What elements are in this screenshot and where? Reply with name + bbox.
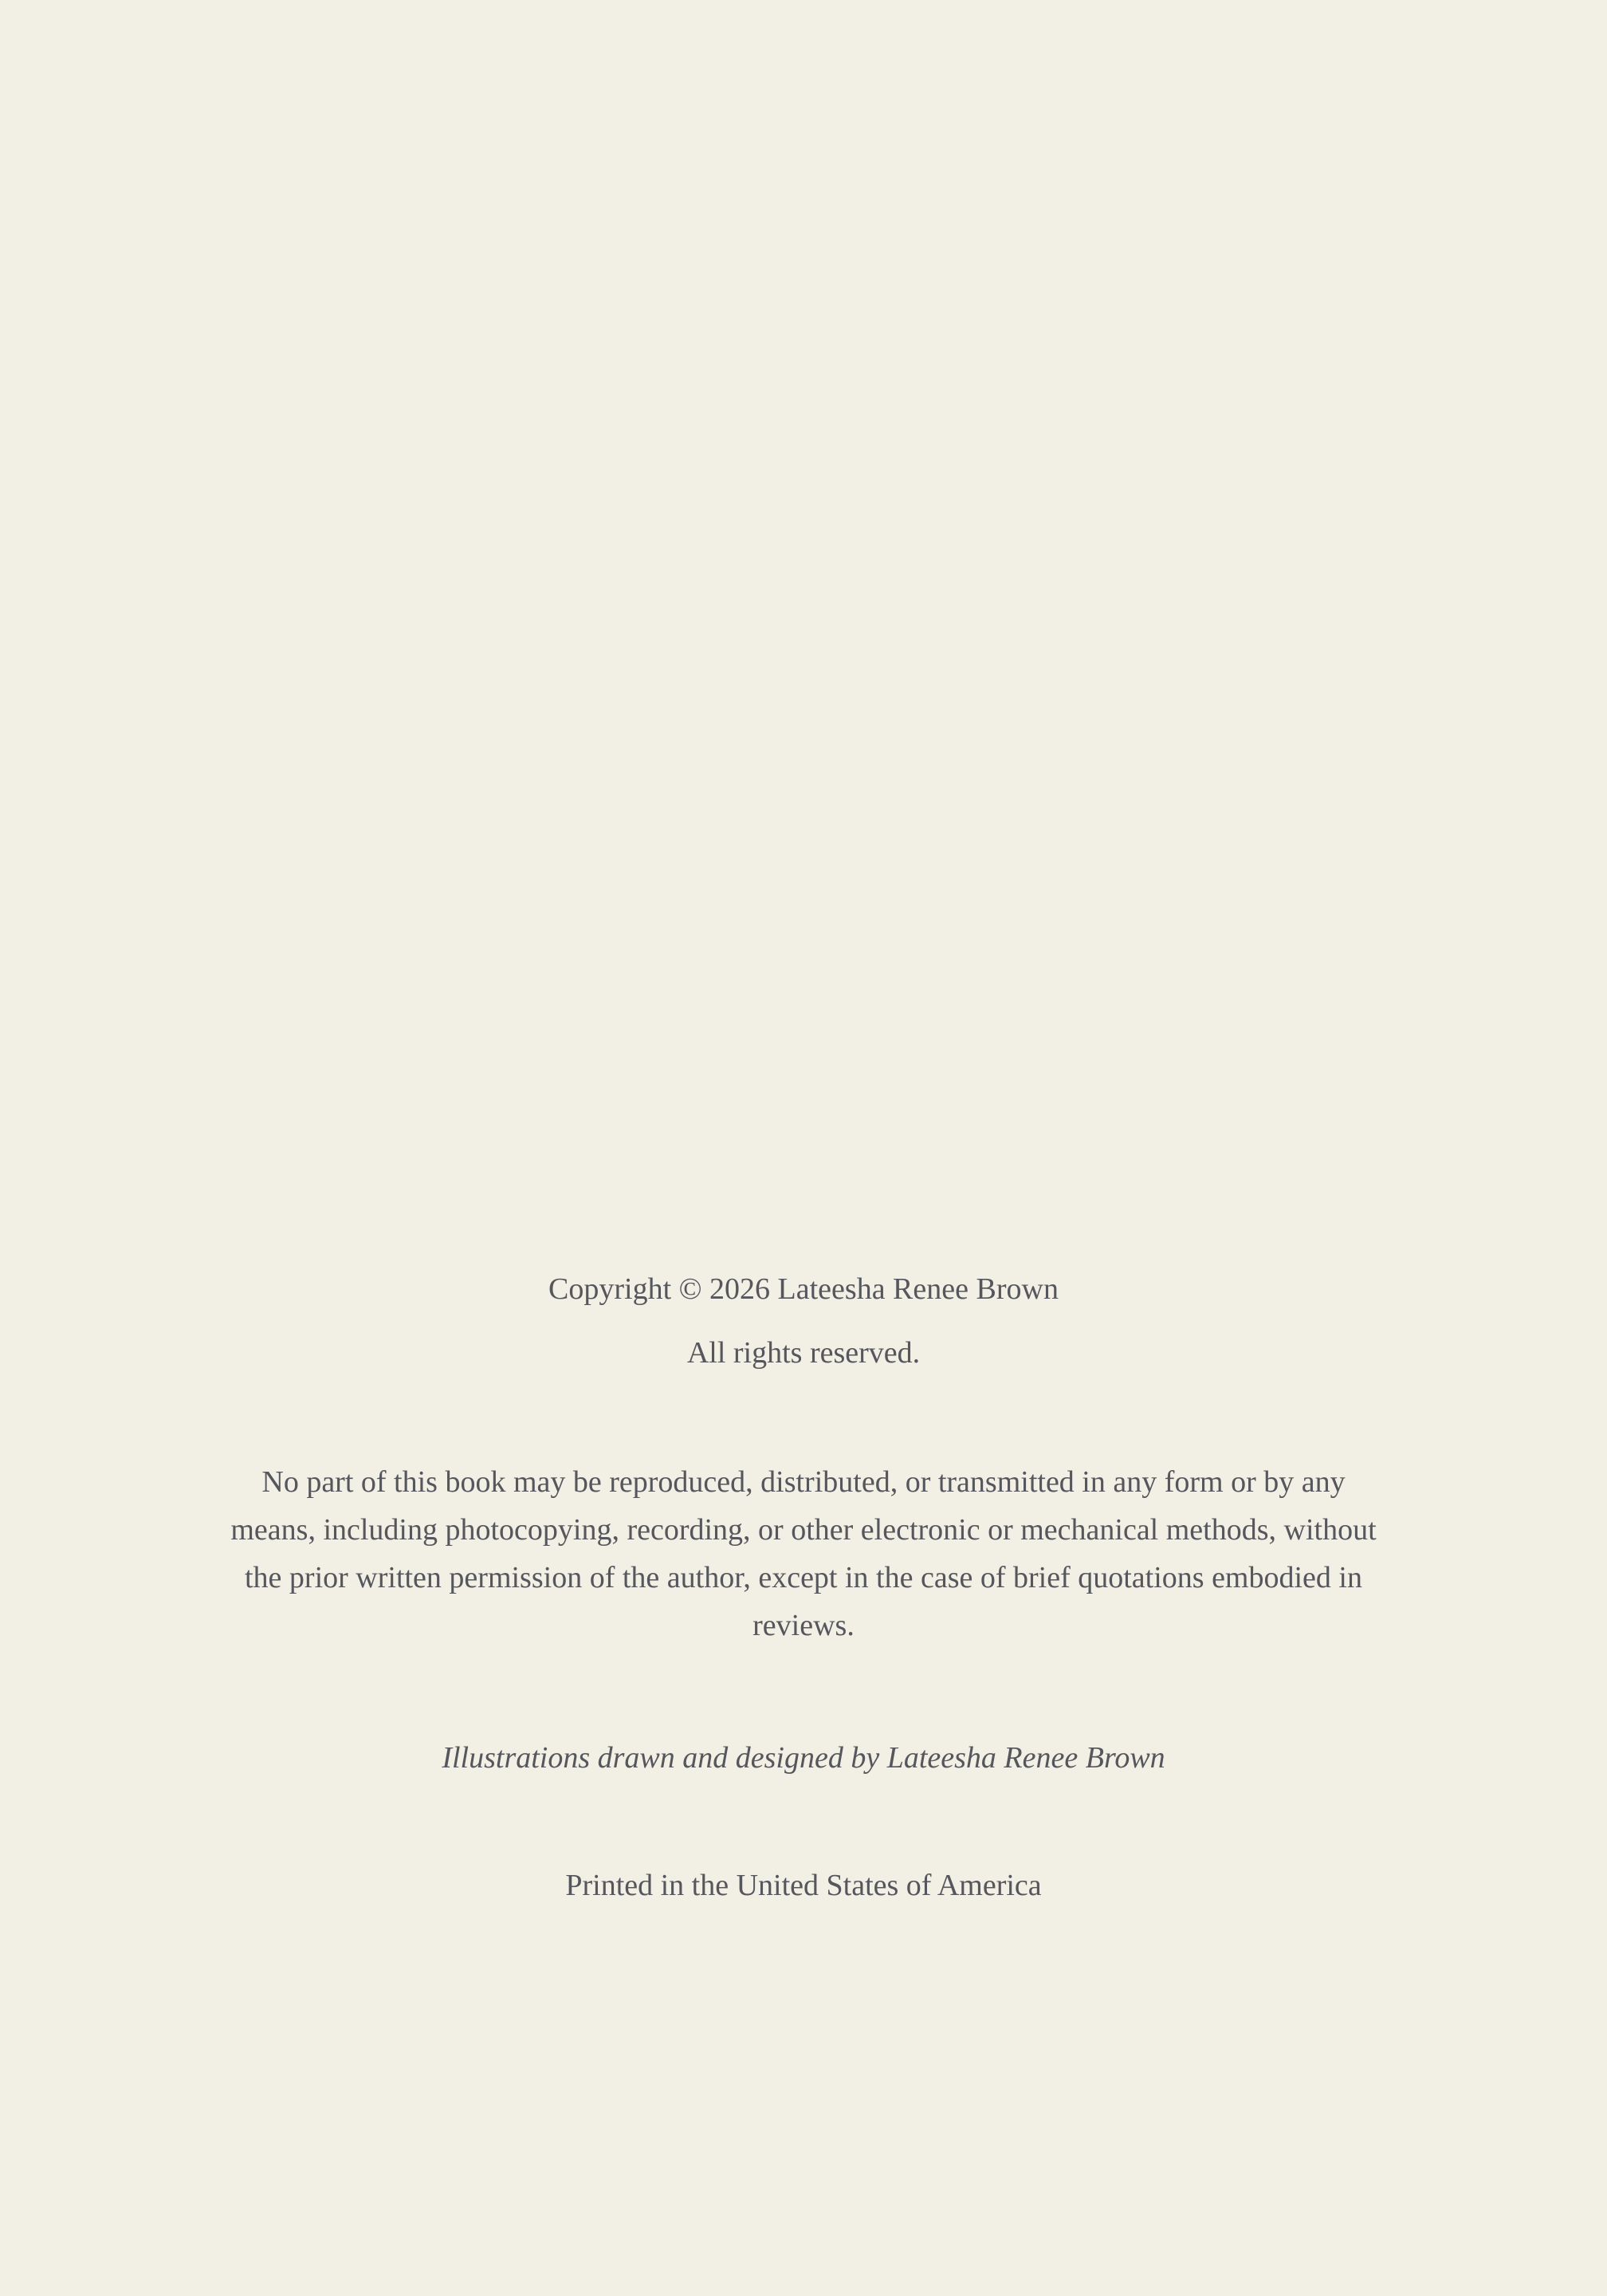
printed-in-usa-line: Printed in the United States of America bbox=[565, 1869, 1042, 1902]
all-rights-reserved-line: All rights reserved. bbox=[686, 1336, 921, 1370]
copyright-line: Copyright © 2026 Lateesha Renee Brown bbox=[548, 1272, 1059, 1306]
copyright-block bbox=[0, 1270, 1607, 1905]
permissions-notice: No part of this book may be reproduced, distributed, or transmitted in any form or by any means, including photocopying, recording, or other electronic or mechanical methods, without the prior written permission of the author, except in the case of brief quotations embodied in reviews. bbox=[230, 1465, 1377, 1642]
illustration-credit-line: Illustrations drawn and designed by Lateesha Renee Brown bbox=[442, 1741, 1165, 1775]
